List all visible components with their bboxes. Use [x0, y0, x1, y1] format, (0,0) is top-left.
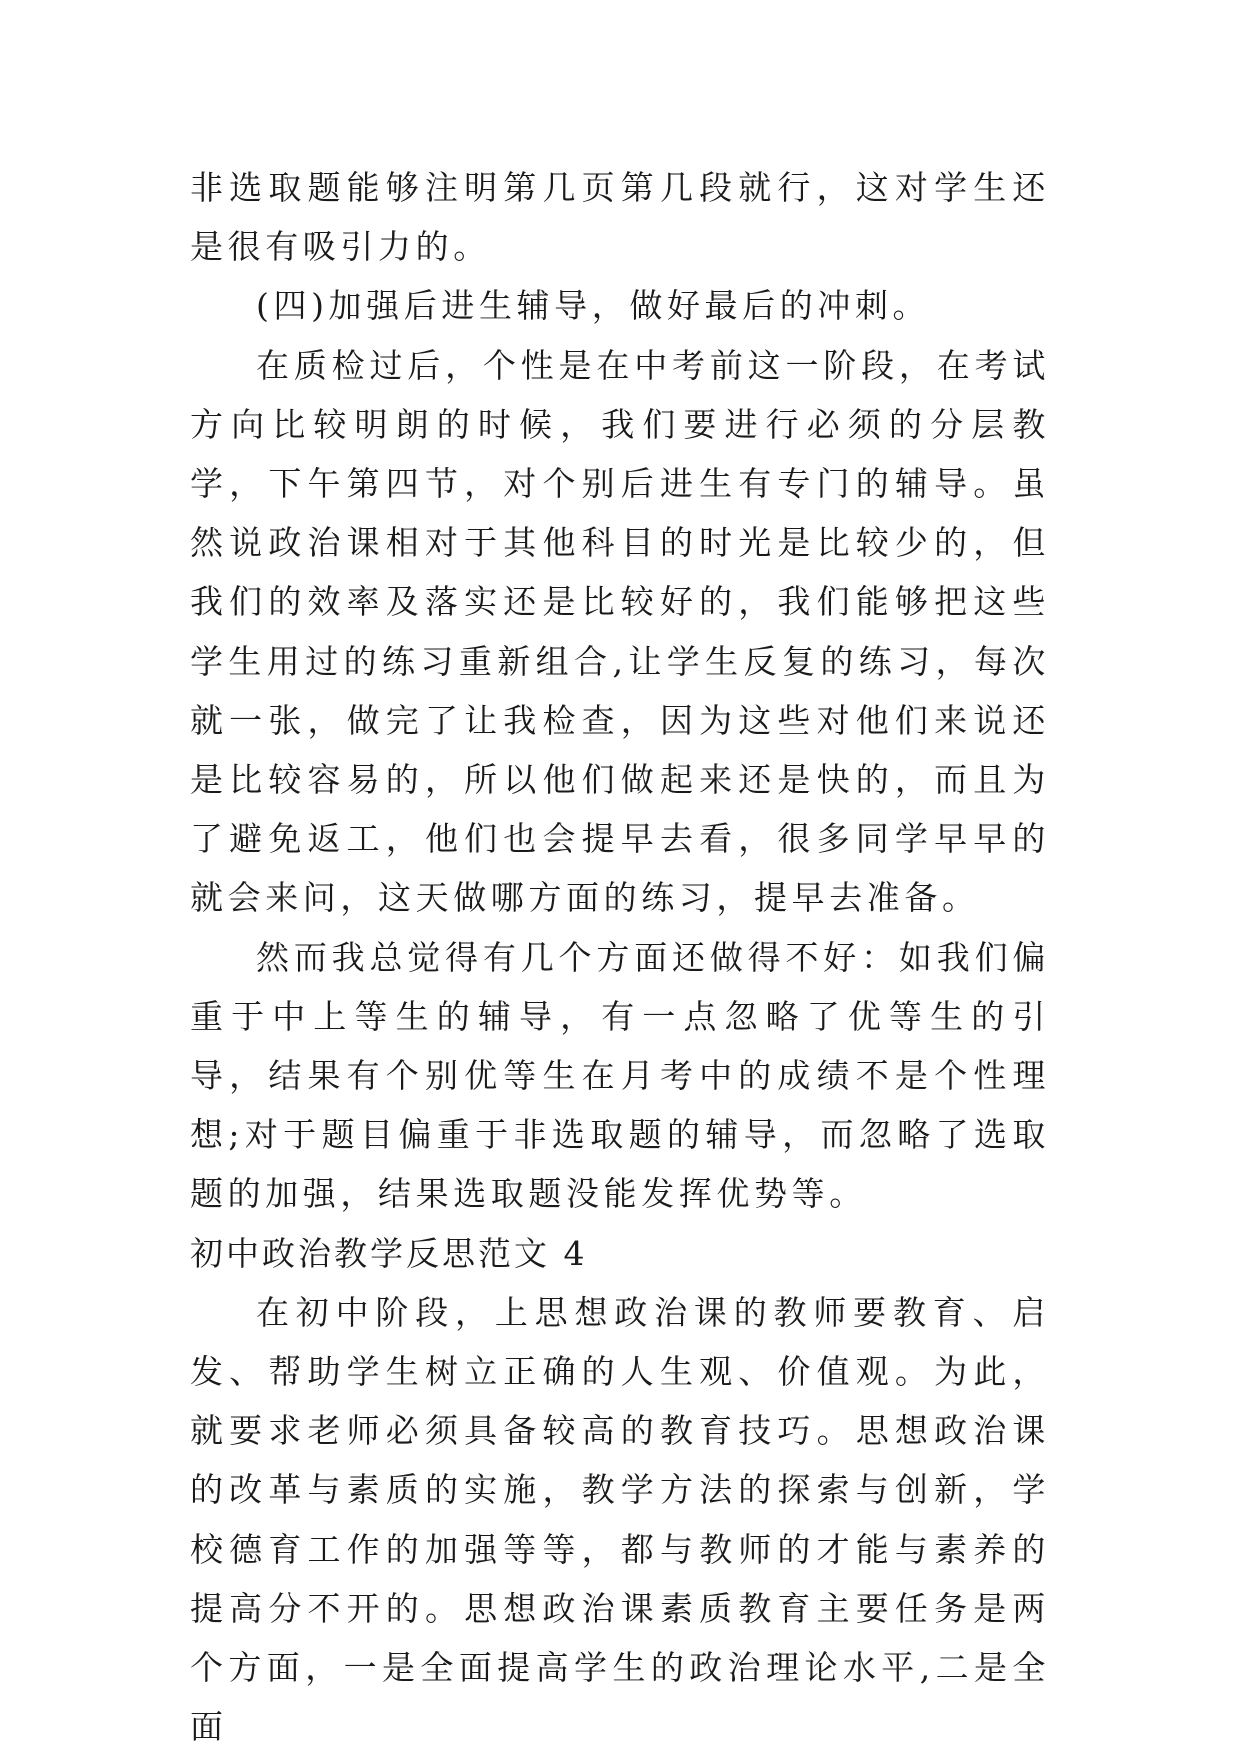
paragraph-continuation: 非选取题能够注明第几页第几段就行，这对学生还是很有吸引力的。 [190, 168, 1050, 267]
paragraph-layered-teaching: 在质检过后，个性是在中考前这一阶段，在考试方向比较明朗的时候，我们要进行必须的分层教学，下午第四节，对个别后进生有专门的辅导。虽然说政治课相对于其他科目的时光是比较少的，但我们的效率及落实还是比较好的，我们能够把这些学生用过的练习重新组合,让学生反复的练习，每次就一张，做完了让我检查，因为这些对他们来说还是比较容易的，所以他们做起来还是快的，而且为了避免返工，他们也会提早去看，很多同学早早的就会来问，这天做哪方面的练习，提早去准备。 [190, 345, 1050, 918]
section-heading: 初中政治教学反思范文 4 [190, 1233, 588, 1273]
paragraph-shortcomings: 然而我总觉得有几个方面还做得不好：如我们偏重于中上等生的辅导，有一点忽略了优等生的引导，结果有个别优等生在月考中的成绩不是个性理想;对于题目偏重于非选取题的辅导，而忽略了选取题的加强，结果选取题没能发挥优势等。 [190, 937, 1050, 1214]
paragraph-junior-stage: 在初中阶段，上思想政治课的教师要教育、启发、帮助学生树立正确的人生观、价值观。为此，就要求老师必须具备较高的教育技巧。思想政治课的改革与素质的实施，教学方法的探索与创新，学校德育工作的加强等等，都与教师的才能与素养的提高分不开的。思想政治课素质教育主要任务是两个方面，一是全面提高学生的政治理论水平,二是全面 [190, 1292, 1050, 1747]
paragraph-subheading-four: (四)加强后进生辅导，做好最后的冲刺。 [256, 286, 931, 326]
document-body [190, 158, 1050, 1756]
